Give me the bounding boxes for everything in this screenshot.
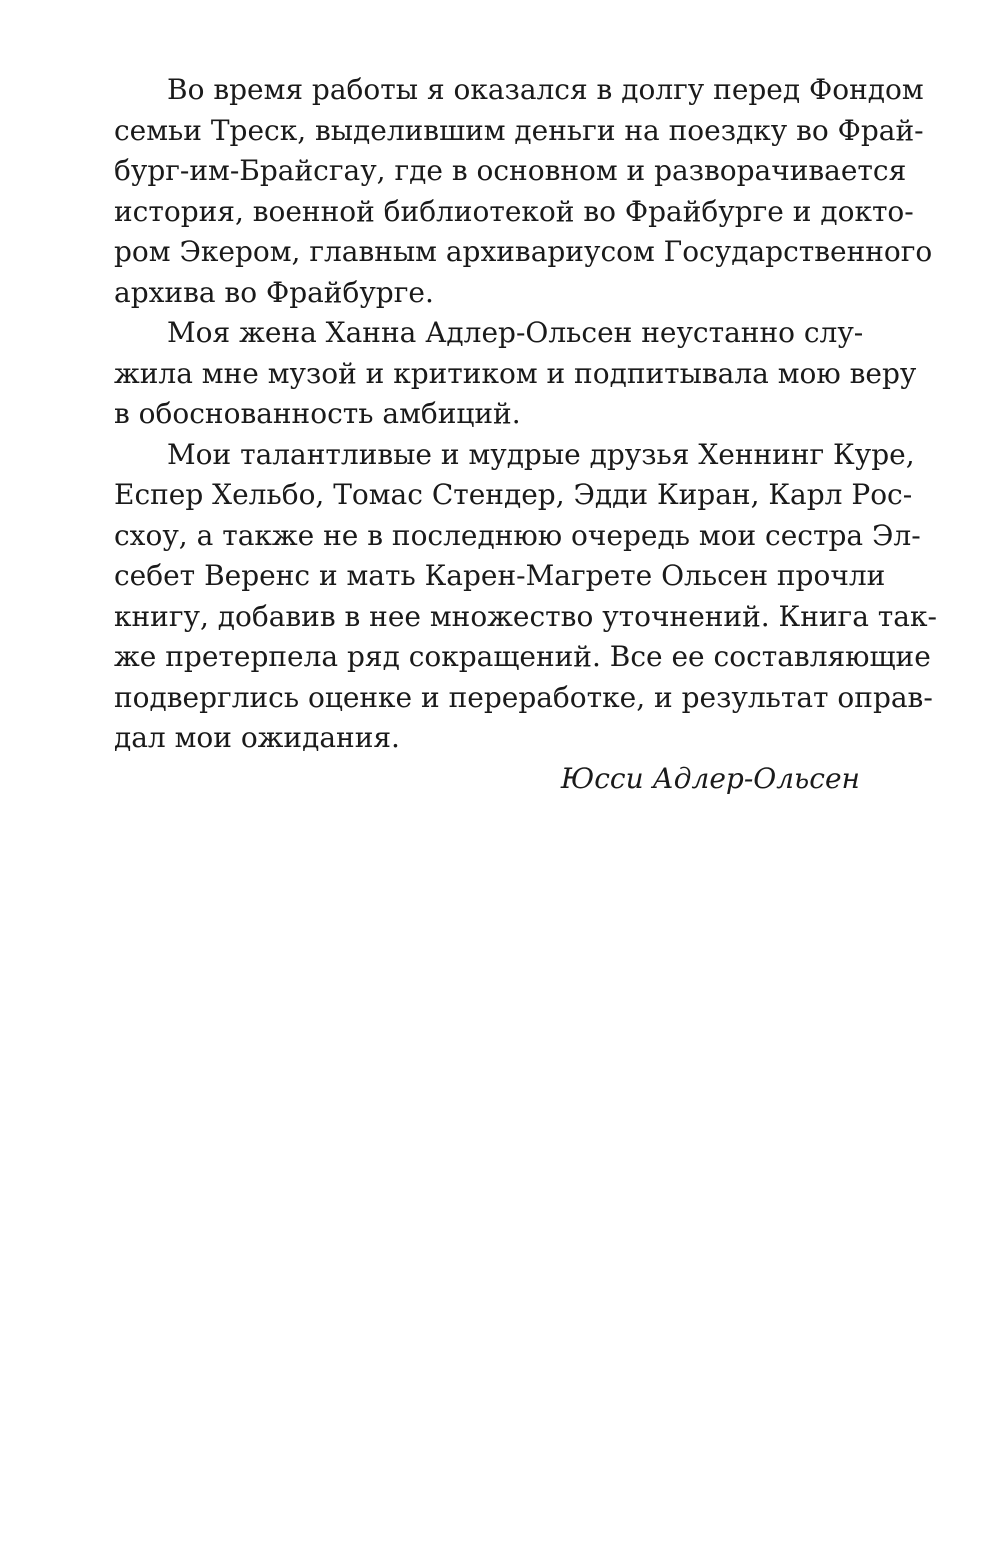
text-line: же претерпела ряд сокращений. Все ее составляющие: [114, 640, 931, 673]
text-line: история, военной библиотекой во Фрайбурге и докто-: [114, 194, 914, 228]
text-line: архива во Фрайбурге.: [114, 275, 434, 309]
text-line: себет Веренс и мать Карен-Магрете Ольсен прочли: [114, 559, 886, 592]
text-line: схоу, а также не в последнюю очередь мои сестра Эл-: [114, 518, 921, 552]
text-line: ром Экером, главным архивариусом Государственного: [114, 235, 933, 268]
author-signature: Юсси Адлер-Ольсен: [560, 761, 860, 795]
text-line: семьи Треск, выделившим деньги на поездку во Фрай-: [114, 113, 924, 147]
text-line: жила мне музой и критиком и подпитывала мою веру: [114, 356, 917, 390]
text-line: дал мои ожидания.: [114, 721, 400, 754]
text-line: бург-им-Брайсгау, где в основном и разворачивается: [114, 154, 907, 187]
text-line: книгу, добавив в нее множество уточнений. Книга так-: [114, 599, 937, 633]
page-body: [114, 70, 937, 799]
paragraph-acknowledgements-friends: [114, 435, 937, 759]
text-line: Моя жена Ханна Адлер-Ольсен неустанно слу-: [167, 316, 864, 349]
paragraph-acknowledgements-foundation: [114, 70, 933, 313]
text-line: Мои талантливые и мудрые друзья Хеннинг Куре,: [167, 437, 915, 471]
paragraph-acknowledgements-wife: [114, 313, 917, 435]
text-line: Еспер Хельбо, Томас Стендер, Эдди Киран, Карл Рос-: [114, 478, 913, 511]
text-line: подверглись оценке и переработке, и результат оправ-: [114, 680, 933, 714]
text-line: в обоснованность амбиций.: [114, 397, 521, 430]
text-line: Во время работы я оказался в долгу перед Фондом: [167, 73, 924, 106]
